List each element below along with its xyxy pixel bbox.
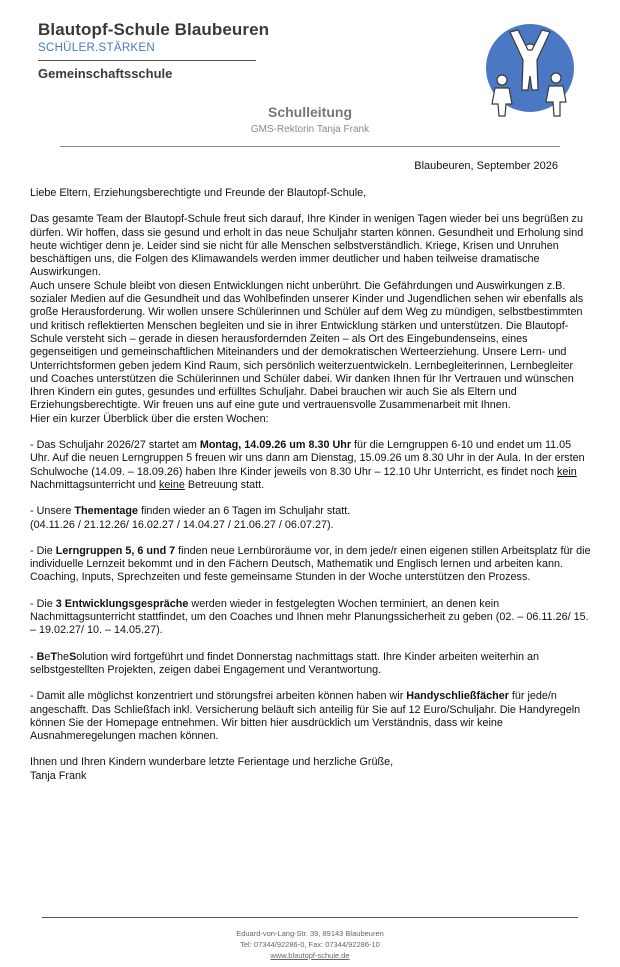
office-title: Schulleitung — [268, 104, 352, 120]
logo-figure-left-head — [497, 75, 507, 85]
item-handyschliessfaecher — [30, 690, 592, 743]
item-highlight: Handyschließfächer — [406, 690, 509, 703]
item-text: finden neue Lernbüroräume vor, in dem jede/r einen eigenen stillen Arbeitsplatz für die individuelle Lernzeit bekommt und in den Fächern Deutsch, Mathematik und Englisch lernen und arbeiten kann. Coaching, Inputs, Sprechzeiten und feste gemeinsame Stunden in der Woche unterstützen den Prozess. — [30, 544, 591, 584]
logo-figure-right-head — [551, 73, 561, 83]
item-highlight: 3 Entwicklungsgespräche — [55, 597, 189, 610]
school-type: Gemeinschaftsschule — [38, 66, 173, 81]
item-dates: (04.11.26 / 21.12.26/ 16.02.27 / 14.04.27 / 21.06.27 / 06.07.27). — [30, 518, 334, 531]
item-text: - Damit alle möglichst konzentriert und störungsfrei arbeiten können haben wir — [30, 690, 407, 703]
item-text: werden wieder in festgelegten Wochen terminiert, an denen kein Nachmittagsunterricht stattfindet, um den Coaches und Ihnen mehr Planungssicherheit zu geben (02. – 06.11.26/ 15. – 19.02.27/ 10. – 14.05.27). — [30, 597, 589, 637]
footer-rule — [42, 917, 578, 918]
school-name: Blautopf-Schule Blaubeuren — [38, 20, 270, 39]
item-text: für die Lerngruppen 6-10 und endet um 11.05 Uhr. Auf die neuen Lerngruppen 5 freuen wir uns dann am Dienstag, 15.09.26 um 8.30 Uhr in der Aula. In der ersten Schulwoche (14.09. – 18.09.26) haben Ihre Kinder jeweils von 8.30 Uhr – 12.10 Uhr Unterricht, es findet noch — [30, 439, 585, 478]
closing: Ihnen und Ihren Kindern wunderbare letzte Ferientage und herzliche Grüße, — [30, 756, 394, 769]
intro-paragraph: Auch unsere Schule bleibt von diesen Entwicklungen nicht unberührt. Die Gefährdungen und Auswirkungen z.B. sozialer Medien auf die Gesundheit und das Wohlbefinden unserer Kinder und Jugendlichen sehen wir ebenfalls als große Herausforderung. Wir wollen unsere Schülerinnen und Schüler auf dem Weg zu mündigen, selbstbestimmten und kritisch reflektierten Menschen begleiten und sie in ihrer Entwicklung stärken und unterstützen. Die Blautopf-Schule versteht sich – gerade in diesen herausfordernden Zeiten – als Ort des Eingebundenseins, eines gegenseitigen und gemeinschaftlichen Miteinanders und der demokratischen Werteerziehung. Unsere Lern- und Unterrichtsformen geben jedem Kind Raum, sich persönlich weiterzuentwickeln. Lernbegleiterinnen, Lernbegleiter und Coaches unterstützen die Schülerinnen und Schüler dabei. Wir danken Ihnen für Ihr Vertrauen und wünschen Ihren Kindern ein gutes, gesundes und erfülltes Schuljahr. Dabei brauchen wir auch Sie als Eltern und Erziehungsberechtigte. Wir freuen uns auf eine gute und vertrauensvolle Zusammenarbeit mit Ihnen. — [30, 279, 584, 412]
item-highlight: Montag, 14.09.26 um 8.30 Uhr — [199, 439, 352, 452]
office-subtitle: GMS-Rektorin Tanja Frank — [250, 124, 370, 135]
salutation: Liebe Eltern, Erziehungsberechtigte und Freunde der Blautopf-Schule, — [30, 187, 367, 199]
item-highlight: T — [50, 650, 58, 663]
item-text: he — [57, 650, 70, 663]
item-text: olution wird fortgeführt und findet Donnerstag nachmittags statt. Ihre Kinder arbeiten weiterhin an selbstgestellten Projekten, zeigen dabei Engagement und Verantwortung. — [30, 650, 539, 676]
item-text: finden wieder an 6 Tagen im Schuljahr statt. — [138, 505, 351, 518]
item-text: für jede/n angeschafft. Das Schließfach inkl. Versicherung beläuft sich anteilig für Sie auf 12 Euro/Schuljahr. Die Handyregeln können Sie der Homepage entnehmen. Wir bitten hier ausdrücklich um Verständnis, dass wir keine Ausnahmeregelungen machen können. — [30, 690, 581, 743]
item-text: Betreuung statt. — [184, 478, 265, 491]
item-text: - Die — [30, 544, 56, 557]
header-rule — [60, 146, 560, 147]
item-underline: kein — [556, 465, 577, 478]
footer-website-link[interactable]: www.blautopf-schule.de — [270, 951, 350, 960]
item-entwicklungsgespraeche — [30, 598, 592, 638]
item-underline: keine — [159, 478, 185, 491]
item-text: Nachmittagsunterricht und — [30, 478, 160, 491]
item-text: - Die — [30, 597, 56, 610]
letter-body — [30, 187, 592, 783]
item-thementage — [30, 505, 592, 532]
school-tagline: SCHÜLER.STÄRKEN — [38, 42, 155, 54]
item-text: - Das Schuljahr 2026/27 startet am — [30, 439, 200, 452]
place-date: Blaubeuren, September 2026 — [414, 160, 558, 172]
item-highlight: Lerngruppen 5, 6 und 7 — [55, 544, 176, 557]
header-divider — [38, 60, 256, 61]
footer — [0, 928, 620, 961]
item-highlight: B — [36, 650, 45, 663]
item-text: - — [30, 650, 37, 663]
signature: Tanja Frank — [30, 769, 87, 782]
item-lerngruppen — [30, 545, 592, 585]
overview-line: Hier ein kurzer Überblick über die ersten Wochen: — [30, 412, 269, 425]
item-text: - Unsere — [30, 505, 75, 518]
item-bethesolution — [30, 651, 592, 678]
item-highlight: S — [69, 650, 77, 663]
item-text: e — [44, 650, 51, 663]
item-highlight: Thementage — [74, 505, 139, 518]
intro-paragraph: Das gesamte Team der Blautopf-Schule freut sich darauf, Ihre Kinder in wenigen Tagen wieder bei uns begrüßen zu dürfen. Wir hoffen, dass sie gesund und erholt in das neue Schuljahr starten können. Gesundheit und Erholung sind heute wichtiger denn je. Leider sind sie nicht für alle Menschen selbstverständlich. Kriege, Krisen und Unruhen beschäftigen uns, die Folgen des Klimawandels werden immer deutlicher und haben teilweise dramatische Auswirkungen. — [30, 213, 584, 279]
footer-phone: Tel: 07344/92286-0, Fax: 07344/92286-10 — [240, 940, 380, 949]
item-school-start — [30, 439, 592, 492]
footer-address: Eduard-von-Lang-Str. 39, 89143 Blaubeuren — [236, 929, 384, 938]
